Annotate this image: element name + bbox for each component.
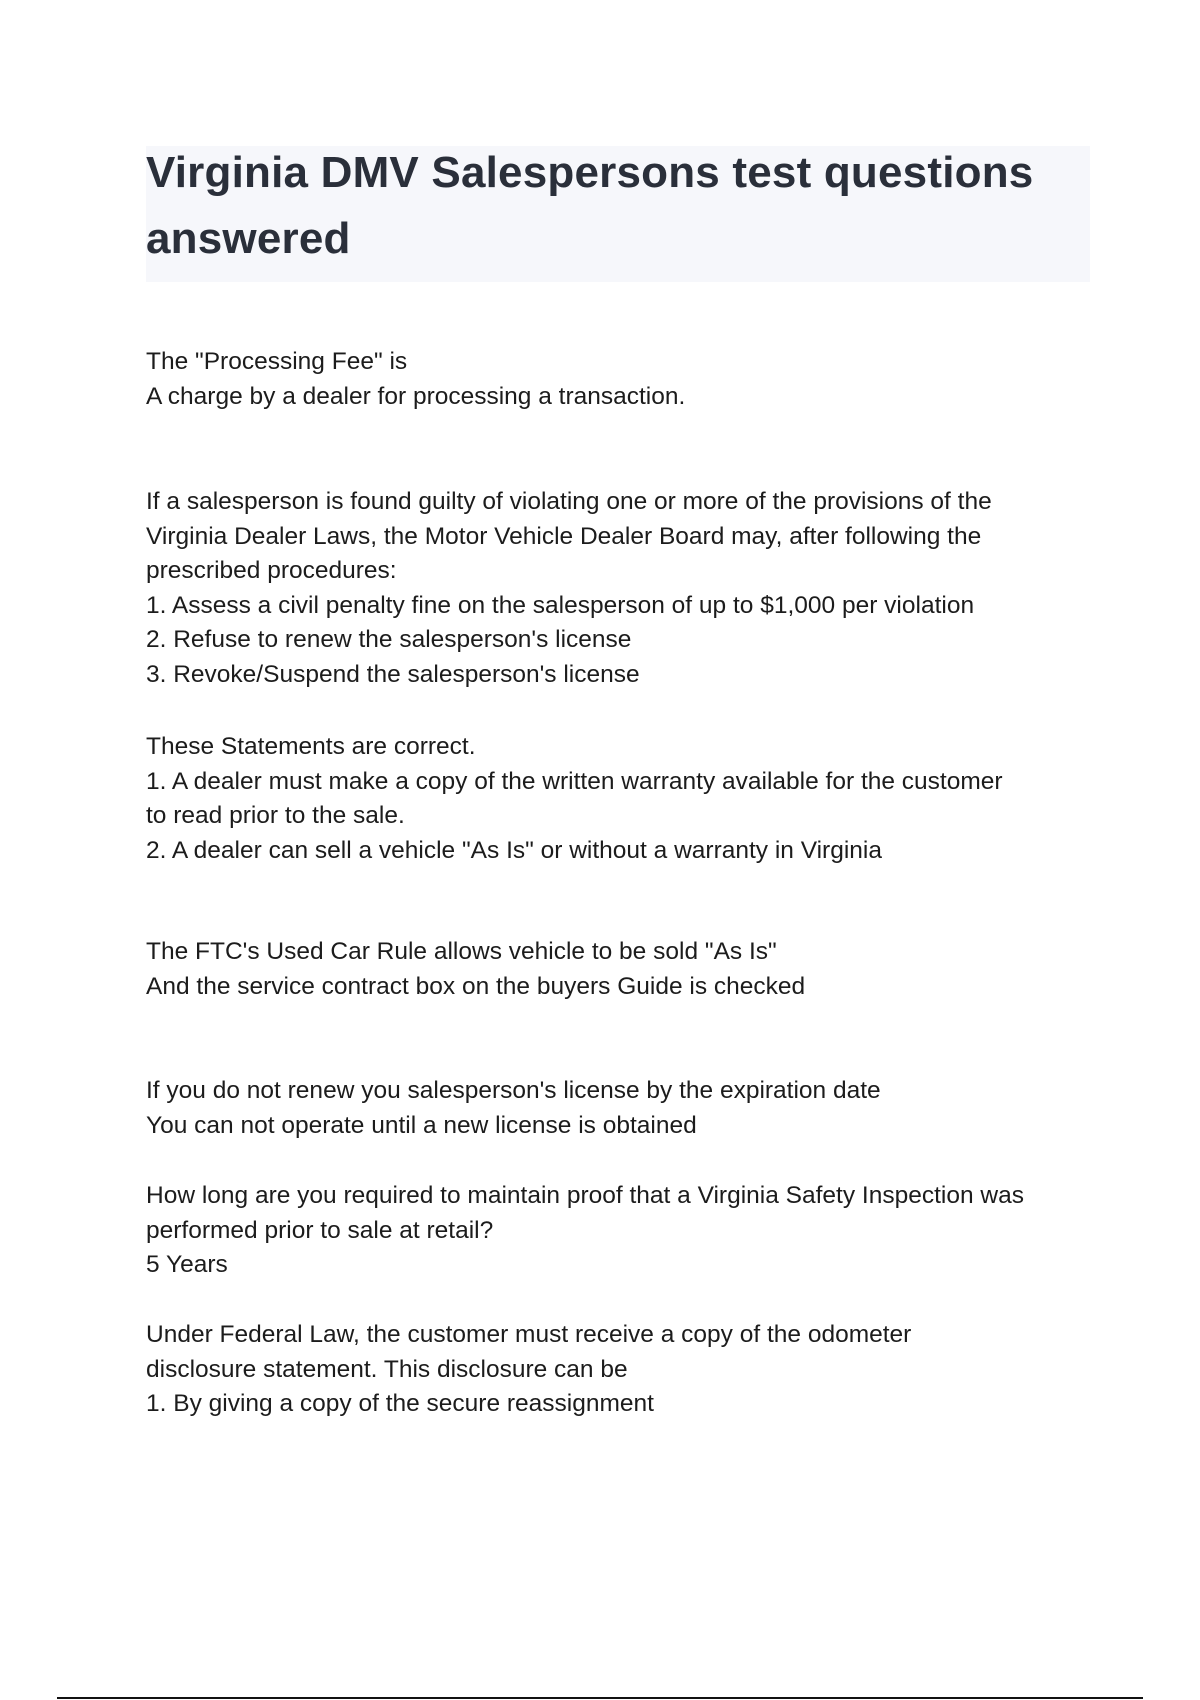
text-line: prescribed procedures: <box>146 557 397 584</box>
text-line: If you do not renew you salesperson's license by the expiration date <box>146 1077 881 1104</box>
qa-block-license-renewal <box>146 1074 1096 1143</box>
text-line: to read prior to the sale. <box>146 802 405 829</box>
text-line: 1. Assess a civil penalty fine on the salesperson of up to $1,000 per violation <box>146 591 975 619</box>
text-line: 1. A dealer must make a copy of the written warranty available for the customer <box>146 767 1003 795</box>
text-line: 2. Refuse to renew the salesperson's license <box>146 626 632 653</box>
qa-block-safety-inspection <box>146 1179 1096 1283</box>
text-line: A charge by a dealer for processing a transaction. <box>146 382 686 410</box>
text-line: The FTC's Used Car Rule allows vehicle to be sold "As Is" <box>146 938 777 965</box>
qa-block-warranty-statements <box>146 730 1096 868</box>
text-line: performed prior to sale at retail? <box>146 1216 494 1244</box>
qa-block-odometer-disclosure <box>146 1318 1096 1422</box>
qa-block-ftc-used-car-rule <box>146 935 1096 1004</box>
text-line: 5 Years <box>146 1251 228 1278</box>
text-line: The "Processing Fee" is <box>146 348 408 375</box>
text-line: 1. By giving a copy of the secure reassignment <box>146 1390 654 1417</box>
text-line: 3. Revoke/Suspend the salesperson's license <box>146 660 640 688</box>
document-title: Virginia DMV Salespersons test questions answered <box>146 148 1034 263</box>
text-line: How long are you required to maintain proof that a Virginia Safety Inspection was <box>146 1182 1024 1209</box>
text-line: disclosure statement. This disclosure can be <box>146 1355 628 1383</box>
page-bottom-divider <box>57 1697 1143 1699</box>
text-line: And the service contract box on the buyers Guide is checked <box>146 972 806 1000</box>
text-line: If a salesperson is found guilty of violating one or more of the provisions of the <box>146 488 992 515</box>
text-line: Virginia Dealer Laws, the Motor Vehicle Dealer Board may, after following the <box>146 522 982 550</box>
text-line: Under Federal Law, the customer must receive a copy of the odometer <box>146 1321 912 1348</box>
qa-block-salesperson-penalties <box>146 485 1096 692</box>
text-line: These Statements are correct. <box>146 733 476 760</box>
text-line: 2. A dealer can sell a vehicle "As Is" or without a warranty in Virginia <box>146 836 882 864</box>
qa-block-processing-fee <box>146 345 1096 414</box>
text-line: You can not operate until a new license is obtained <box>146 1111 697 1139</box>
